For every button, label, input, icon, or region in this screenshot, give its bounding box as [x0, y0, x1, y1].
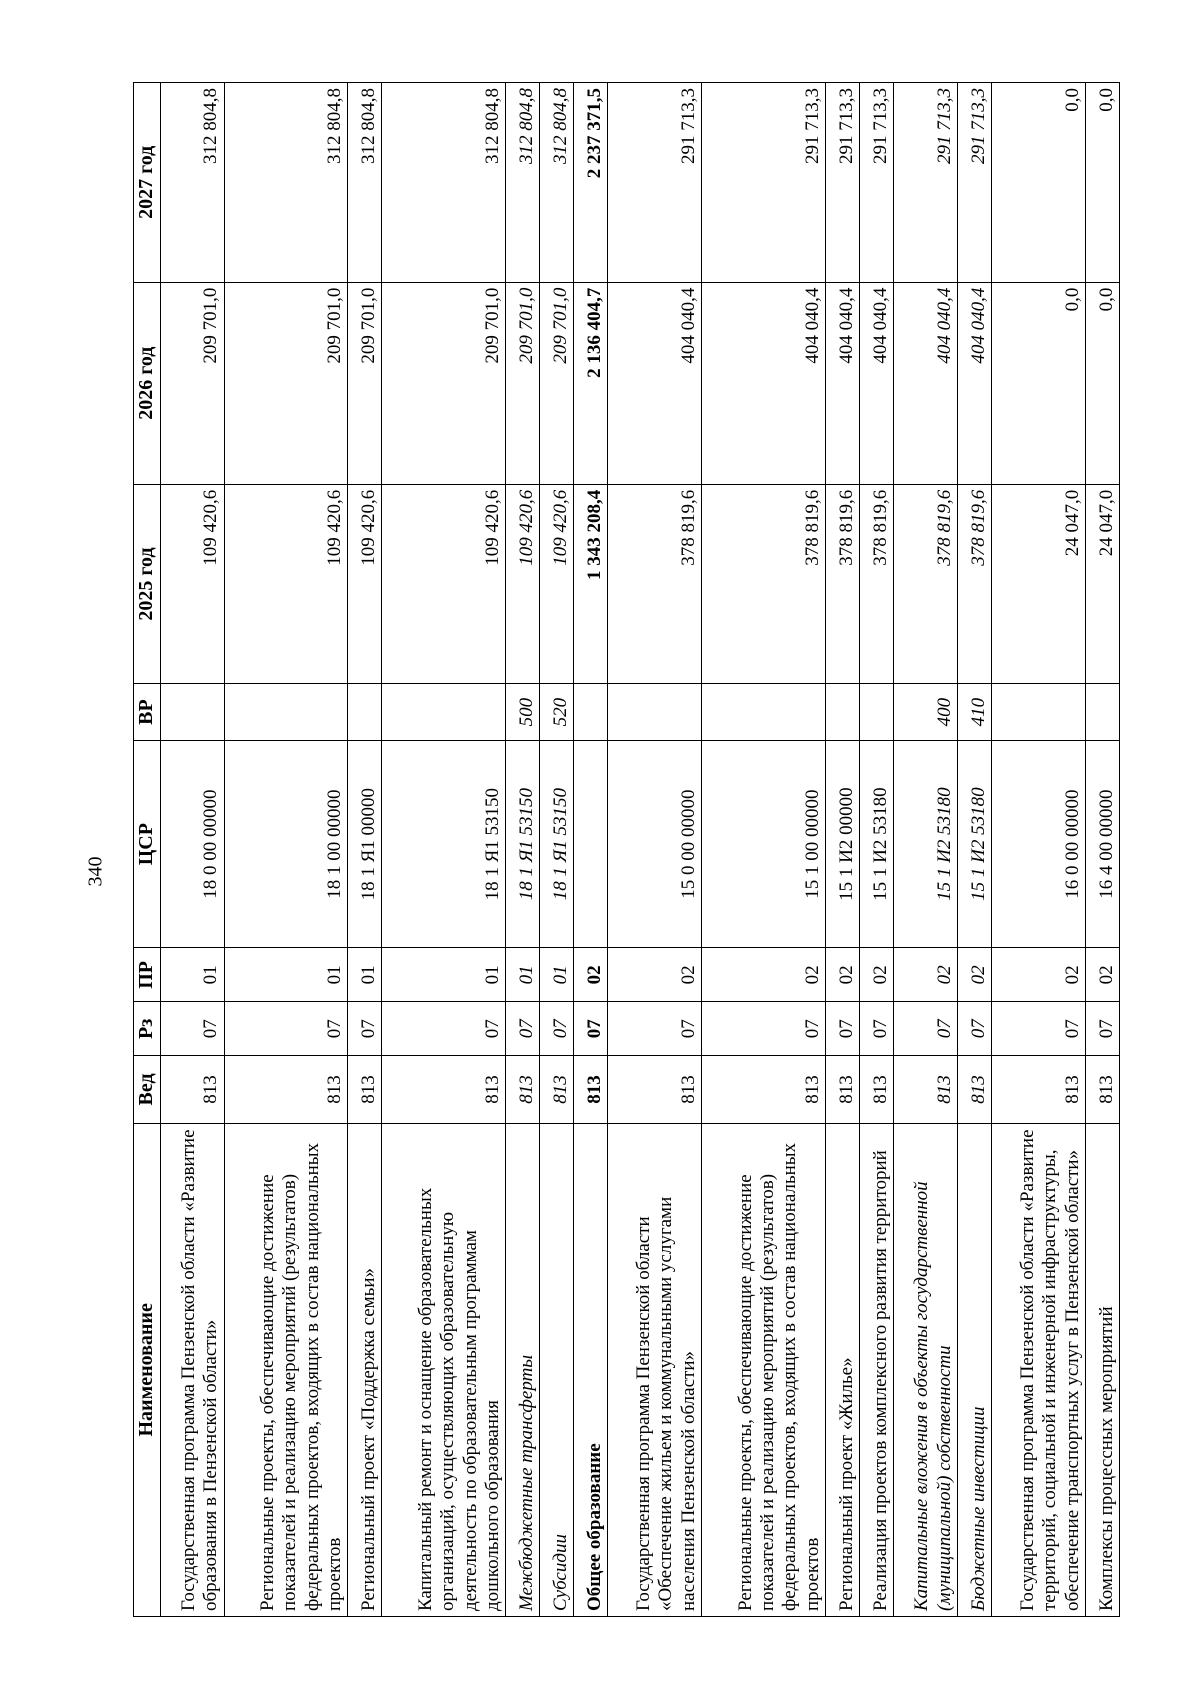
- cell-ved: 813: [160, 1056, 224, 1123]
- cell-2026: 2 136 404,7: [574, 282, 608, 484]
- cell-name: Государственная программа Пензенской области «Обеспечение жильем и коммунальными услугами населения Пензенской области»: [608, 1123, 702, 1616]
- cell-pr: 02: [860, 948, 894, 1002]
- cell-pr: 01: [540, 948, 574, 1002]
- cell-vr: 500: [506, 684, 540, 741]
- cell-csr: [574, 740, 608, 948]
- cell-2026: 0,0: [1085, 282, 1119, 484]
- header-vr: ВР: [134, 684, 161, 741]
- cell-2025: 109 420,6: [348, 484, 382, 684]
- header-ved: Вед: [134, 1056, 161, 1123]
- cell-vr: [608, 684, 702, 741]
- cell-pr: 01: [348, 948, 382, 1002]
- cell-2025: 378 819,6: [860, 484, 894, 684]
- table-row: [540, 83, 574, 1617]
- cell-2025: 378 819,6: [608, 484, 702, 684]
- cell-2026: 404 040,4: [608, 282, 702, 484]
- cell-2026: 404 040,4: [958, 282, 992, 484]
- cell-2025: 109 420,6: [540, 484, 574, 684]
- cell-2025: 109 420,6: [506, 484, 540, 684]
- cell-2027: 0,0: [992, 83, 1086, 283]
- cell-2026: 209 701,0: [224, 282, 348, 484]
- cell-rz: 07: [894, 1002, 958, 1056]
- table-row: [860, 83, 894, 1617]
- cell-2026: 209 701,0: [540, 282, 574, 484]
- cell-vr: [348, 684, 382, 741]
- cell-rz: 07: [992, 1002, 1086, 1056]
- cell-2026: 404 040,4: [702, 282, 826, 484]
- cell-name: Капитальный ремонт и оснащение образовательных организаций, осуществляющих образовательную деятельность по образовательным программам дошкольного образования: [382, 1123, 506, 1616]
- header-2025: 2025 год: [134, 484, 161, 684]
- cell-2027: 291 713,3: [608, 83, 702, 283]
- table-row: [702, 83, 826, 1617]
- table-row: [574, 83, 608, 1617]
- cell-2025: 24 047,0: [1085, 484, 1119, 684]
- cell-name: Государственная программа Пензенской области «Развитие территорий, социальной и инженерной инфраструктуры, обеспечение транспортных услуг в Пензенской области»: [992, 1123, 1086, 1616]
- cell-vr: [574, 684, 608, 741]
- cell-rz: 07: [506, 1002, 540, 1056]
- cell-2025: 1 343 208,4: [574, 484, 608, 684]
- cell-2025: 378 819,6: [894, 484, 958, 684]
- cell-pr: 01: [160, 948, 224, 1002]
- cell-csr: 18 0 00 00000: [160, 740, 224, 948]
- cell-2026: 404 040,4: [860, 282, 894, 484]
- cell-rz: 07: [160, 1002, 224, 1056]
- cell-rz: 07: [958, 1002, 992, 1056]
- cell-vr: [702, 684, 826, 741]
- cell-name: Общее образование: [574, 1123, 608, 1616]
- rotated-table-container: [133, 82, 1120, 1617]
- cell-2027: 0,0: [1085, 83, 1119, 283]
- cell-2027: 2 237 371,5: [574, 83, 608, 283]
- cell-2027: 291 713,3: [702, 83, 826, 283]
- cell-csr: 18 1 Я1 53150: [506, 740, 540, 948]
- cell-2027: 312 804,8: [160, 83, 224, 283]
- cell-2026: 209 701,0: [160, 282, 224, 484]
- cell-ved: 813: [1085, 1056, 1119, 1123]
- cell-rz: 07: [574, 1002, 608, 1056]
- cell-name: Бюджетные инвестиции: [958, 1123, 992, 1616]
- cell-2025: 378 819,6: [702, 484, 826, 684]
- cell-ved: 813: [608, 1056, 702, 1123]
- table-row: [382, 83, 506, 1617]
- header-rz: Рз: [134, 1002, 161, 1056]
- cell-2027: 312 804,8: [224, 83, 348, 283]
- cell-rz: 07: [702, 1002, 826, 1056]
- cell-pr: 02: [702, 948, 826, 1002]
- cell-vr: 520: [540, 684, 574, 741]
- cell-2026: 209 701,0: [506, 282, 540, 484]
- cell-vr: [224, 684, 348, 741]
- cell-vr: [1085, 684, 1119, 741]
- cell-2025: 109 420,6: [160, 484, 224, 684]
- cell-ved: 813: [992, 1056, 1086, 1123]
- cell-name: Государственная программа Пензенской области «Развитие образования в Пензенской области»: [160, 1123, 224, 1616]
- cell-2027: 291 713,3: [826, 83, 860, 283]
- cell-2025: 109 420,6: [382, 484, 506, 684]
- cell-csr: 15 1 00 00000: [702, 740, 826, 948]
- cell-2027: 291 713,3: [958, 83, 992, 283]
- table-row: [1085, 83, 1119, 1617]
- cell-rz: 07: [608, 1002, 702, 1056]
- cell-2026: 0,0: [992, 282, 1086, 484]
- cell-csr: 15 1 И2 53180: [860, 740, 894, 948]
- cell-csr: 18 1 Я1 00000: [348, 740, 382, 948]
- cell-ved: 813: [958, 1056, 992, 1123]
- header-2026: 2026 год: [134, 282, 161, 484]
- cell-pr: 01: [382, 948, 506, 1002]
- cell-pr: 02: [608, 948, 702, 1002]
- cell-rz: 07: [348, 1002, 382, 1056]
- cell-ved: 813: [894, 1056, 958, 1123]
- cell-vr: [826, 684, 860, 741]
- cell-csr: 18 1 Я1 53150: [382, 740, 506, 948]
- table-row: [608, 83, 702, 1617]
- cell-csr: 16 0 00 00000: [992, 740, 1086, 948]
- cell-ved: 813: [826, 1056, 860, 1123]
- cell-pr: 02: [958, 948, 992, 1002]
- cell-name: Субсидии: [540, 1123, 574, 1616]
- table-row: [506, 83, 540, 1617]
- cell-csr: 15 1 И2 00000: [826, 740, 860, 948]
- cell-ved: 813: [702, 1056, 826, 1123]
- page-number: 340: [84, 856, 107, 887]
- cell-ved: 813: [382, 1056, 506, 1123]
- cell-rz: 07: [224, 1002, 348, 1056]
- table-row: [160, 83, 224, 1617]
- cell-2026: 404 040,4: [894, 282, 958, 484]
- cell-vr: [382, 684, 506, 741]
- table-body: [160, 83, 1119, 1617]
- table-row: [894, 83, 958, 1617]
- cell-2026: 404 040,4: [826, 282, 860, 484]
- cell-pr: 02: [1085, 948, 1119, 1002]
- cell-name: Региональные проекты, обеспечивающие достижение показателей и реализацию мероприятий (результатов) федеральных проектов, входящих в состав национальных проектов: [702, 1123, 826, 1616]
- cell-rz: 07: [382, 1002, 506, 1056]
- cell-csr: 18 1 00 00000: [224, 740, 348, 948]
- cell-name: Реализация проектов комплексного развития территорий: [860, 1123, 894, 1616]
- cell-pr: 01: [224, 948, 348, 1002]
- cell-pr: 02: [894, 948, 958, 1002]
- cell-2027: 291 713,3: [860, 83, 894, 283]
- table-row: [958, 83, 992, 1617]
- cell-ved: 813: [348, 1056, 382, 1123]
- cell-vr: [992, 684, 1086, 741]
- cell-2025: 378 819,6: [826, 484, 860, 684]
- header-name: Наименование: [134, 1123, 161, 1616]
- cell-2025: 378 819,6: [958, 484, 992, 684]
- cell-pr: 01: [506, 948, 540, 1002]
- cell-2027: 312 804,8: [382, 83, 506, 283]
- cell-2026: 209 701,0: [348, 282, 382, 484]
- cell-ved: 813: [224, 1056, 348, 1123]
- header-csr: ЦСР: [134, 740, 161, 948]
- cell-name: Комплексы процессных мероприятий: [1085, 1123, 1119, 1616]
- cell-csr: 15 0 00 00000: [608, 740, 702, 948]
- cell-pr: 02: [992, 948, 1086, 1002]
- cell-name: Региональные проекты, обеспечивающие достижение показателей и реализацию мероприятий (результатов) федеральных проектов, входящих в состав национальных проектов: [224, 1123, 348, 1616]
- cell-csr: 16 4 00 00000: [1085, 740, 1119, 948]
- cell-ved: 813: [506, 1056, 540, 1123]
- cell-rz: 07: [860, 1002, 894, 1056]
- table-row: [826, 83, 860, 1617]
- cell-ved: 813: [540, 1056, 574, 1123]
- cell-ved: 813: [574, 1056, 608, 1123]
- header-pr: ПР: [134, 948, 161, 1002]
- cell-vr: [160, 684, 224, 741]
- cell-2025: 109 420,6: [224, 484, 348, 684]
- cell-csr: 15 1 И2 53180: [894, 740, 958, 948]
- table-row: [348, 83, 382, 1617]
- cell-csr: 15 1 И2 53180: [958, 740, 992, 948]
- table-header-row: [134, 83, 161, 1617]
- cell-rz: 07: [826, 1002, 860, 1056]
- cell-name: Региональный проект «Поддержка семьи»: [348, 1123, 382, 1616]
- cell-name: Капитальные вложения в объекты государственной (муниципальной) собственности: [894, 1123, 958, 1616]
- budget-table: [133, 82, 1120, 1617]
- cell-vr: [860, 684, 894, 741]
- cell-name: Региональный проект «Жилье»: [826, 1123, 860, 1616]
- cell-rz: 07: [540, 1002, 574, 1056]
- table-row: [992, 83, 1086, 1617]
- cell-2027: 312 804,8: [540, 83, 574, 283]
- cell-2027: 312 804,8: [506, 83, 540, 283]
- cell-pr: 02: [574, 948, 608, 1002]
- cell-2027: 312 804,8: [348, 83, 382, 283]
- cell-pr: 02: [826, 948, 860, 1002]
- cell-vr: 400: [894, 684, 958, 741]
- cell-2027: 291 713,3: [894, 83, 958, 283]
- cell-vr: 410: [958, 684, 992, 741]
- table-row: [224, 83, 348, 1617]
- cell-2026: 209 701,0: [382, 282, 506, 484]
- cell-csr: 18 1 Я1 53150: [540, 740, 574, 948]
- cell-ved: 813: [860, 1056, 894, 1123]
- header-2027: 2027 год: [134, 83, 161, 283]
- cell-rz: 07: [1085, 1002, 1119, 1056]
- cell-name: Межбюджетные трансферты: [506, 1123, 540, 1616]
- cell-2025: 24 047,0: [992, 484, 1086, 684]
